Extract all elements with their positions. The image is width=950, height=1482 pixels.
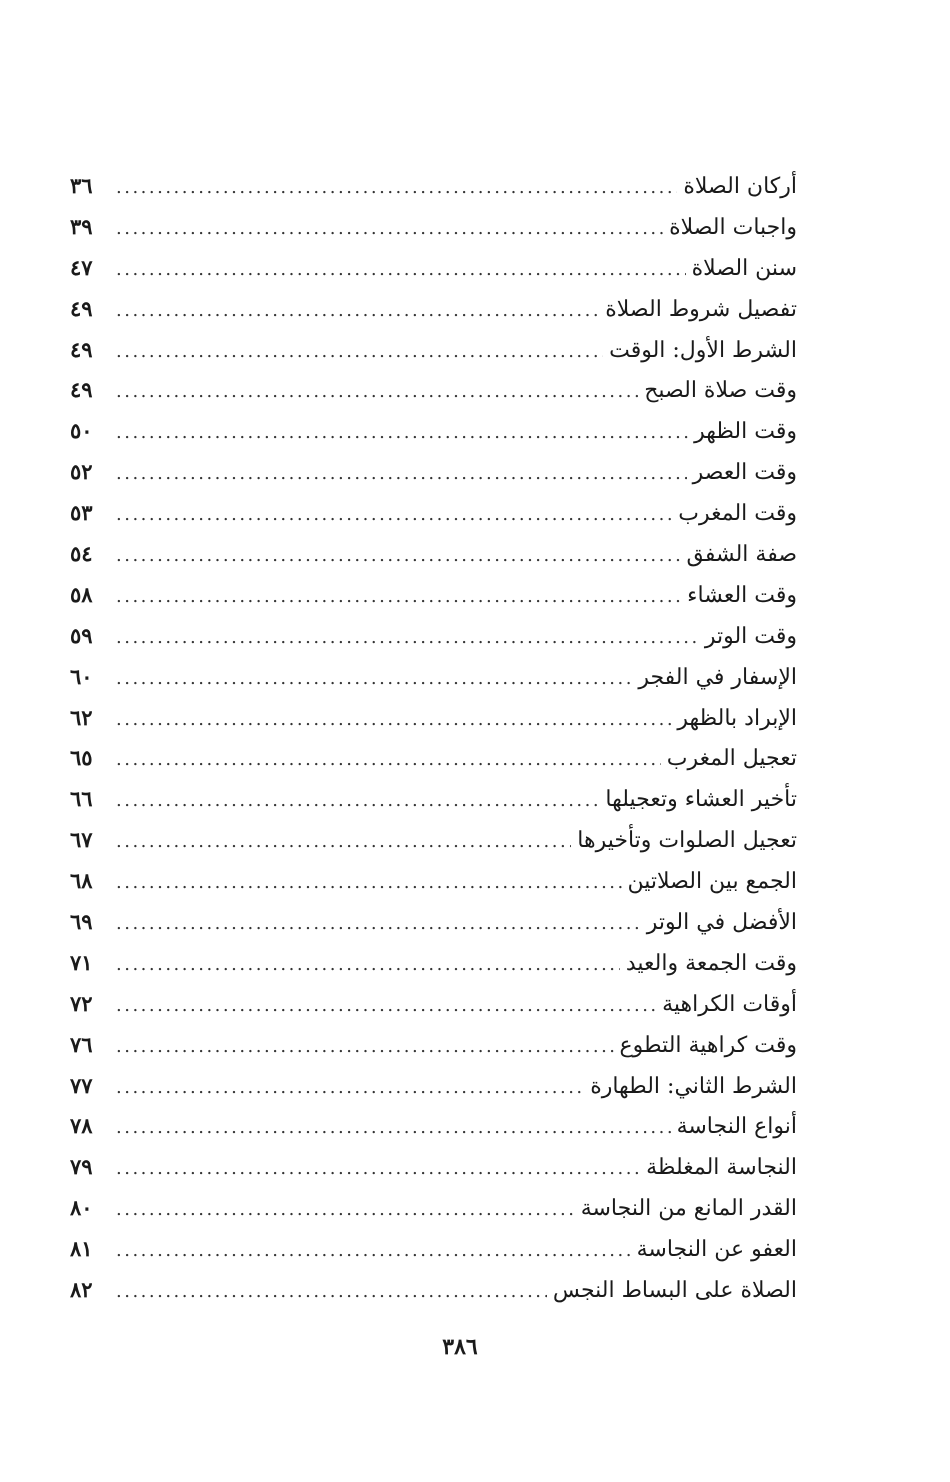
toc-entry-page: ٣٦: [70, 173, 93, 198]
toc-entry: [70, 330, 797, 371]
toc-entry-title: الأفضل في الوتر: [646, 910, 797, 936]
toc-entry-page: ٤٩: [70, 377, 93, 403]
dot-leader: [116, 1149, 640, 1189]
toc-entry-title: وقت العصر: [692, 460, 797, 486]
toc-entry-title: الجمع بين الصلاتين: [627, 869, 797, 895]
toc-entry: [70, 534, 797, 575]
toc-entry-page: ٦٦: [70, 786, 93, 812]
toc-entry: [70, 370, 797, 411]
toc-entry: [70, 1066, 797, 1107]
toc-entry-title: صفة الشفق: [686, 542, 797, 568]
dot-leader: [116, 781, 599, 821]
toc-entry-page: ٥٩: [70, 622, 93, 648]
toc-entry-title: العفو عن النجاسة: [636, 1237, 797, 1263]
dot-leader: [116, 1272, 547, 1312]
toc-entry: [70, 902, 797, 943]
dot-leader: [116, 945, 620, 985]
toc-entry: [70, 411, 797, 452]
dot-leader: [116, 740, 661, 780]
toc-entry-page: ٥٣: [70, 500, 93, 526]
toc-entry-page: ٦٥: [70, 745, 93, 771]
toc-entry-page: ٦٧: [70, 827, 93, 853]
dot-leader: [116, 1068, 584, 1108]
dot-leader: [116, 904, 641, 944]
toc-entry-page: ٧١: [70, 949, 93, 975]
toc-entry-page: ٥٠: [70, 418, 93, 444]
toc-entry-page: ٥٤: [70, 541, 93, 567]
toc-entry: [70, 1106, 797, 1147]
toc-entry: [70, 1025, 797, 1066]
toc-entry-page: ٦٩: [70, 909, 93, 935]
toc-entry: [70, 616, 797, 657]
toc-entry-page: ٧٧: [70, 1072, 93, 1098]
toc-entry: [70, 493, 797, 534]
toc-entry: [70, 452, 797, 493]
toc-entry-title: تفصيل شروط الصلاة: [605, 296, 797, 322]
dot-leader: [116, 454, 687, 494]
toc-entry-page: ٣٩: [70, 213, 93, 239]
toc-entry: [70, 1229, 797, 1270]
toc-entry-page: ٥٨: [70, 581, 93, 607]
toc-entry-title: أنواع النجاسة: [676, 1114, 797, 1140]
toc-entry: [70, 1270, 797, 1311]
toc-entry-page: ٤٩: [70, 295, 93, 321]
toc-entry-page: ٥٢: [70, 459, 93, 485]
toc-entry-title: وقت صلاة الصبح: [644, 378, 797, 404]
toc-entry-title: الإبراد بالظهر: [677, 705, 797, 731]
dot-leader: [116, 1108, 671, 1148]
toc-entry-page: ٧٨: [70, 1113, 93, 1139]
dot-leader: [116, 618, 699, 658]
toc-entry-title: تأخير العشاء وتعجيلها: [605, 787, 797, 813]
toc-entry: [70, 248, 797, 289]
dot-leader: [116, 1027, 614, 1067]
toc-entry-title: الإسفار في الفجر: [638, 664, 797, 690]
toc-entry: [70, 738, 797, 779]
toc-entry-title: وقت كراهية التطوع: [619, 1032, 797, 1058]
toc-entry-title: النجاسة المغلظة: [646, 1155, 797, 1181]
toc-entry-page: ٨٢: [70, 1277, 93, 1303]
dot-leader: [116, 332, 603, 372]
dot-leader: [116, 168, 677, 208]
dot-leader: [116, 577, 681, 617]
toc-entry: [70, 289, 797, 330]
toc-entry-page: ٤٩: [70, 336, 93, 362]
page-number: ٣٨٦: [442, 1334, 478, 1360]
table-of-contents: [70, 166, 797, 1311]
toc-entry: [70, 575, 797, 616]
toc-entry-title: وقت المغرب: [678, 501, 797, 527]
dot-leader: [116, 536, 680, 576]
dot-leader: [116, 659, 632, 699]
dot-leader: [116, 1231, 631, 1271]
toc-entry-title: وقت الوتر: [704, 623, 797, 649]
dot-leader: [116, 1190, 575, 1230]
dot-leader: [116, 291, 599, 331]
dot-leader: [116, 700, 671, 740]
dot-leader: [116, 986, 656, 1026]
toc-entry: [70, 698, 797, 739]
toc-entry: [70, 820, 797, 861]
dot-leader: [116, 250, 686, 290]
toc-entry-page: ٨١: [70, 1236, 93, 1262]
toc-entry: [70, 984, 797, 1025]
toc-entry-page: ٨٠: [70, 1195, 93, 1221]
toc-entry-title: تعجيل الصلوات وتأخيرها: [577, 828, 797, 854]
toc-entry: [70, 657, 797, 698]
dot-leader: [116, 209, 663, 249]
toc-entry-title: وقت العشاء: [687, 582, 797, 608]
toc-entry-page: ٦٨: [70, 868, 93, 894]
toc-entry: [70, 861, 797, 902]
toc-entry: [70, 943, 797, 984]
toc-entry-page: ٧٦: [70, 1031, 93, 1057]
toc-entry-title: القدر المانع من النجاسة: [580, 1196, 797, 1222]
toc-entry-title: واجبات الصلاة: [669, 214, 797, 240]
toc-entry-title: الشرط الثاني: الطهارة: [590, 1073, 797, 1099]
dot-leader: [116, 822, 571, 862]
dot-leader: [116, 863, 622, 903]
toc-entry-title: تعجيل المغرب: [666, 746, 797, 772]
toc-entry-title: وقت الظهر: [694, 419, 797, 445]
toc-entry: [70, 779, 797, 820]
toc-entry: [70, 1147, 797, 1188]
toc-entry: [70, 207, 797, 248]
toc-entry-title: الصلاة على البساط النجس: [552, 1278, 797, 1304]
toc-entry-title: وقت الجمعة والعيد: [625, 950, 797, 976]
toc-entry: [70, 1188, 797, 1229]
toc-entry-title: أوقات الكراهية: [662, 991, 797, 1017]
toc-entry-page: ٧٢: [70, 990, 93, 1016]
dot-leader: [116, 495, 672, 535]
dot-leader: [116, 372, 638, 412]
toc-entry-page: ٦٠: [70, 663, 93, 689]
toc-entry: [70, 166, 797, 207]
toc-entry-title: أركان الصلاة: [683, 174, 797, 199]
dot-leader: [116, 413, 688, 453]
toc-entry-title: سنن الصلاة: [691, 255, 797, 281]
toc-entry-page: ٧٩: [70, 1154, 93, 1180]
toc-entry-page: ٤٧: [70, 254, 93, 280]
toc-entry-page: ٦٢: [70, 704, 93, 730]
toc-entry-title: الشرط الأول: الوقت: [609, 337, 797, 363]
